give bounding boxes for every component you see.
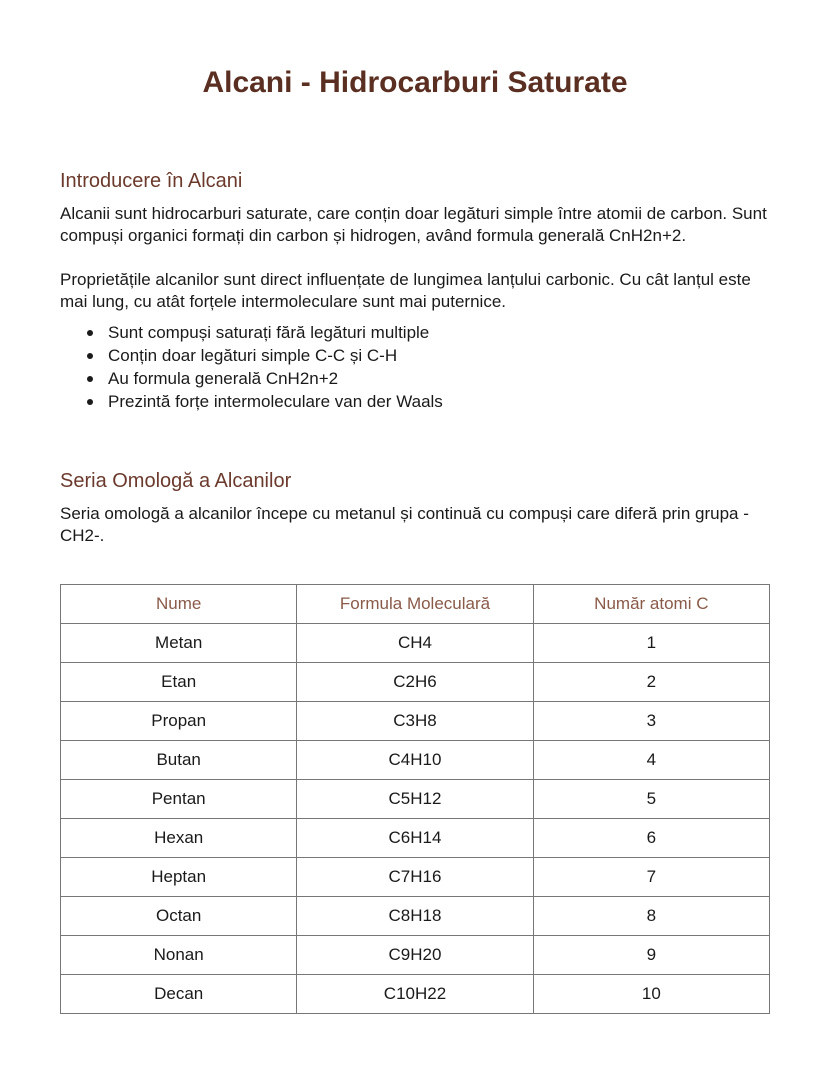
cell-name: Hexan <box>61 819 297 858</box>
cell-name: Nonan <box>61 936 297 975</box>
table-row <box>61 975 770 1014</box>
alkanes-table <box>60 584 770 1014</box>
cell-carbon-count: 4 <box>533 741 769 780</box>
intro-paragraph-2: Proprietățile alcanilor sunt direct influențate de lungimea lanțului carbonic. Cu cât lanțul este mai lung, cu atât forțele intermoleculare sunt mai puternice. <box>60 270 751 311</box>
column-header-carbon-count: Număr atomi C <box>533 585 769 624</box>
cell-name: Heptan <box>61 858 297 897</box>
cell-carbon-count: 3 <box>533 702 769 741</box>
cell-carbon-count: 2 <box>533 663 769 702</box>
cell-formula: C6H14 <box>297 819 533 858</box>
table-row <box>61 858 770 897</box>
cell-carbon-count: 6 <box>533 819 769 858</box>
table-row <box>61 897 770 936</box>
cell-name: Etan <box>61 663 297 702</box>
list-item: Prezintă forțe intermoleculare van der Waals <box>108 390 770 413</box>
column-header-name: Nume <box>61 585 297 624</box>
column-header-formula: Formula Moleculară <box>297 585 533 624</box>
cell-name: Metan <box>61 624 297 663</box>
cell-name: Butan <box>61 741 297 780</box>
page-title: Alcani - Hidrocarburi Saturate <box>202 66 628 99</box>
cell-name: Propan <box>61 702 297 741</box>
list-item: Conțin doar legături simple C-C și C-H <box>108 344 770 367</box>
cell-name: Pentan <box>61 780 297 819</box>
table-row <box>61 741 770 780</box>
cell-formula: C10H22 <box>297 975 533 1014</box>
cell-carbon-count: 7 <box>533 858 769 897</box>
cell-carbon-count: 5 <box>533 780 769 819</box>
table-row <box>61 624 770 663</box>
cell-carbon-count: 1 <box>533 624 769 663</box>
cell-formula: CH4 <box>297 624 533 663</box>
list-item: Sunt compuși saturați fără legături multiple <box>108 321 770 344</box>
cell-carbon-count: 9 <box>533 936 769 975</box>
series-heading: Seria Omologă a Alcanilor <box>60 470 292 492</box>
cell-formula: C4H10 <box>297 741 533 780</box>
cell-name: Octan <box>61 897 297 936</box>
table-row <box>61 819 770 858</box>
table-row <box>61 780 770 819</box>
cell-formula: C5H12 <box>297 780 533 819</box>
cell-formula: C8H18 <box>297 897 533 936</box>
cell-name: Decan <box>61 975 297 1014</box>
intro-paragraph-1: Alcanii sunt hidrocarburi saturate, care conțin doar legături simple între atomii de carbon. Sunt compuși organici formați din carbon și hidrogen, având formula generală CnH2n+2. <box>60 204 767 245</box>
series-section <box>60 468 770 547</box>
cell-formula: C2H6 <box>297 663 533 702</box>
intro-section <box>60 168 770 413</box>
intro-heading: Introducere în Alcani <box>60 170 243 192</box>
cell-carbon-count: 8 <box>533 897 769 936</box>
table-header-row <box>61 585 770 624</box>
cell-carbon-count: 10 <box>533 975 769 1014</box>
table-row <box>61 936 770 975</box>
cell-formula: C7H16 <box>297 858 533 897</box>
cell-formula: C9H20 <box>297 936 533 975</box>
series-paragraph: Seria omologă a alcanilor începe cu metanul și continuă cu compuși care diferă prin grupa -CH2-. <box>60 504 749 545</box>
properties-list <box>60 321 770 413</box>
table-row <box>61 663 770 702</box>
list-item: Au formula generală CnH2n+2 <box>108 367 770 390</box>
table-row <box>61 702 770 741</box>
cell-formula: C3H8 <box>297 702 533 741</box>
